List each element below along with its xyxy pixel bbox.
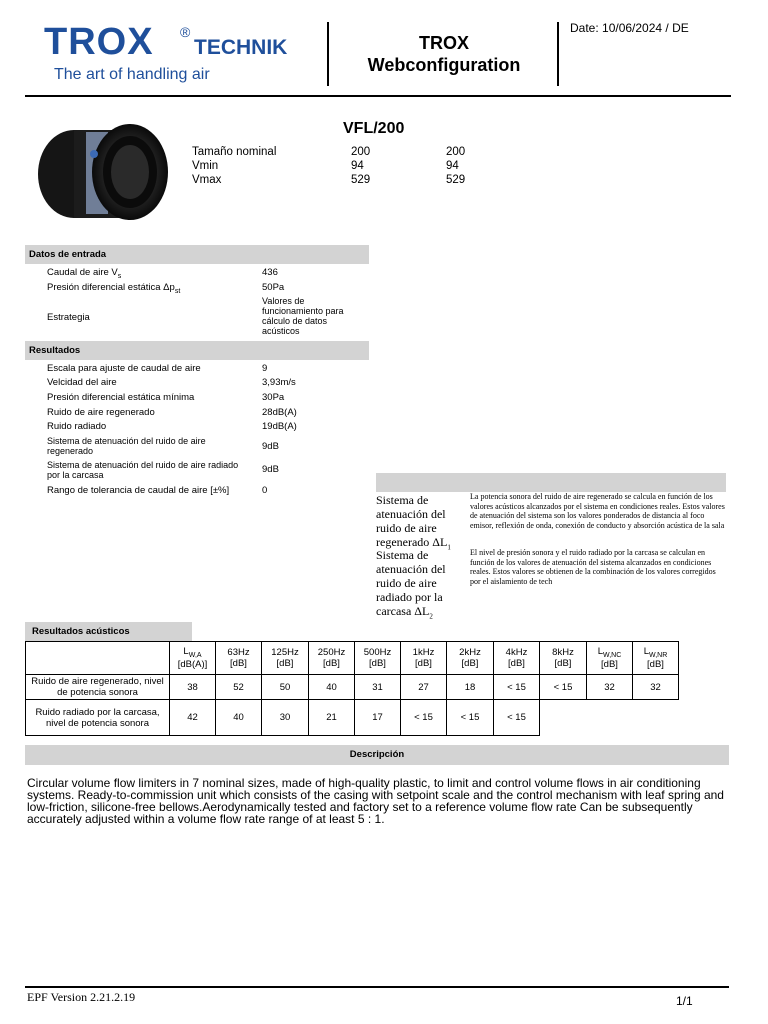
results-row-value-6: 9dB [262, 464, 279, 475]
results-row-label-0: Escala para ajuste de caudal de aire [47, 363, 201, 374]
acoustic-cell: 27 [401, 675, 447, 700]
acoustic-term-regenerated: Sistema de atenuación del ruido de aire regenerado $\Delta L_1$ [376, 493, 451, 552]
product-row-label-2: Vmax [192, 174, 222, 186]
acoustic-cell: 38 [170, 675, 216, 700]
input-section-heading: Datos de entrada [25, 245, 369, 264]
results-row-value-7: 0 [262, 485, 268, 496]
acoustic-cell: < 15 [540, 675, 587, 700]
description-text: Circular volume flow limiters in 7 nominal sizes, made of high-quality plastic, to limit and control volume flows in air conditioning systems. Ready-to-commission unit which consists of the casing with setpoint scale and the control mechanism with leaf spring and low-friction, silicone-free bellows.Aerodynamically tested and factory set to a reference volume flow rate Can be subsequently accurately adjusted within a volume flow rate range of at least 5 : 1. [27, 776, 724, 826]
product-row-value1-2: 529 [351, 174, 371, 186]
header-divider-left [327, 22, 329, 86]
acoustic-cell: 50 [262, 675, 309, 700]
acoustic-cell-empty [633, 700, 679, 736]
input-row-value-strategy: Valores de funcionamiento para cálculo de datos acústicos [262, 296, 344, 336]
acoustic-header-63hz: 63Hz [dB] [216, 642, 262, 675]
acoustic-cell: 30 [262, 700, 309, 736]
page-title-line2: Webconfiguration [367, 55, 521, 75]
results-row-label-5: Sistema de atenuación del ruido de aire regenerado [47, 436, 206, 456]
acoustic-text-regenerated: La potencia sonora del ruido de aire regenerado se calcula en función de los valores acústicos alcanzados por el sistema en condiciones reales. Estos valores de atenuación del sistema son los valores ponderados de distancia al foco emisor, reflexión de onda, conexión de conducto y absorción acústica de la sala [470, 492, 725, 530]
acoustic-cell: 40 [309, 675, 355, 700]
acoustic-row-regenerated [26, 675, 679, 700]
acoustic-header-lwnr: $L_{W,NR}$ [dB] [633, 642, 679, 675]
header-divider-right [557, 22, 559, 86]
acoustic-cell: < 15 [401, 700, 447, 736]
logo-registered-mark: ® [180, 24, 191, 40]
logo-technik: TECHNIK [194, 36, 288, 59]
acoustic-header-lwnc: $L_{W,NC}$ [dB] [587, 642, 633, 675]
acoustic-header-125hz: 125Hz [dB] [262, 642, 309, 675]
acoustic-results-heading: Resultados acústicos [25, 622, 192, 641]
acoustic-term-radiated: Sistema de atenuación del ruido de aire radiado por la carcasa $\Delta L_2$ [376, 548, 446, 621]
input-row-label-strategy: Estrategia [47, 312, 90, 323]
acoustic-row-label: Ruido radiado por la carcasa, nivel de potencia sonora [26, 700, 170, 736]
results-row-label-1: Velcidad del aire [47, 377, 117, 388]
acoustic-header-500hz: 500Hz [dB] [355, 642, 401, 675]
results-row-label-4: Ruido radiado [47, 421, 107, 432]
header-rule [25, 95, 731, 97]
product-row-value1-0: 200 [351, 146, 371, 158]
product-title: VFL/200 [343, 120, 405, 137]
input-row-label-flow: Caudal de aire $V_s$ [47, 267, 122, 280]
acoustic-cell: 18 [447, 675, 494, 700]
acoustic-header-1khz: 1kHz [dB] [401, 642, 447, 675]
acoustic-results-table [25, 641, 679, 736]
acoustic-cell: 52 [216, 675, 262, 700]
acoustic-header-lwa: $L_{W,A}$ [dB(A)] [170, 642, 216, 675]
footer-version: EPF Version 2.21.2.19 [27, 990, 136, 1004]
acoustic-info-panel-bar [376, 473, 726, 492]
product-row-value2-1: 94 [446, 160, 459, 172]
acoustic-cell: 42 [170, 700, 216, 736]
page-title [330, 32, 558, 76]
logo-tagline: The art of handling air [54, 66, 210, 83]
product-row-label-1: Vmin [192, 160, 219, 172]
results-row-value-2: 30Pa [262, 392, 285, 403]
acoustic-cell: < 15 [494, 675, 540, 700]
page-number: 1/1 [676, 994, 693, 1008]
results-row-value-1: 3,93m/s [262, 377, 296, 388]
product-row-value2-2: 529 [446, 174, 466, 186]
results-row-value-0: 9 [262, 363, 268, 374]
product-row-label-0: Tamaño nominal [192, 146, 277, 158]
acoustic-cell: < 15 [447, 700, 494, 736]
acoustic-header-250hz: 250Hz [dB] [309, 642, 355, 675]
product-row-value2-0: 200 [446, 146, 466, 158]
results-row-value-4: 19dB(A) [262, 421, 297, 432]
acoustic-cell: 32 [633, 675, 679, 700]
acoustic-cell: 17 [355, 700, 401, 736]
acoustic-header-2khz: 2kHz [dB] [447, 642, 494, 675]
results-row-value-5: 9dB [262, 441, 279, 452]
page-title-line1: TROX [418, 33, 469, 53]
acoustic-cell: 40 [216, 700, 262, 736]
acoustic-text-radiated: El nivel de presión sonora y el ruido radiado por la carcasa se calculan en función de los valores de atenuación del sistema alcanzados en condiciones reales. Estos valores se obtienen de la combinación de los valores corregidos por el aislamiento de tech [470, 548, 716, 586]
acoustic-header-row [26, 642, 679, 675]
volume-flow-limiter-image [34, 118, 170, 224]
document-date: Date: 10/06/2024 / DE [570, 21, 689, 35]
results-row-label-2: Presión diferencial estática mínima [47, 392, 195, 403]
acoustic-cell: 21 [309, 700, 355, 736]
acoustic-cell: < 15 [494, 700, 540, 736]
footer-rule [25, 986, 729, 988]
product-row-value1-1: 94 [351, 160, 364, 172]
results-section-heading: Resultados [25, 341, 369, 360]
acoustic-header-4khz: 4kHz [dB] [494, 642, 540, 675]
acoustic-header-8khz: 8kHz [dB] [540, 642, 587, 675]
results-row-label-3: Ruido de aire regenerado [47, 407, 155, 418]
acoustic-cell-empty [540, 700, 587, 736]
input-row-value-pressure: 50Pa [262, 282, 285, 293]
description-heading: Descripción [25, 745, 729, 765]
results-row-label-6: Sistema de atenuación del ruido de aire radiado por la carcasa [47, 460, 239, 480]
acoustic-cell-empty [587, 700, 633, 736]
acoustic-cell: 31 [355, 675, 401, 700]
acoustic-cell: 32 [587, 675, 633, 700]
input-row-label-pressure: Presión diferencial estática $\Delta p_{st}$ [47, 282, 181, 295]
input-row-value-flow: 436 [262, 267, 278, 278]
results-row-value-3: 28dB(A) [262, 407, 297, 418]
acoustic-row-label: Ruido de aire regenerado, nivel de potencia sonora [26, 675, 170, 700]
logo-trox: TROX [44, 21, 154, 63]
acoustic-row-radiated [26, 700, 679, 736]
acoustic-header-empty [26, 642, 170, 675]
results-row-label-7: Rango de tolerancia de caudal de aire [±%] [47, 485, 230, 496]
